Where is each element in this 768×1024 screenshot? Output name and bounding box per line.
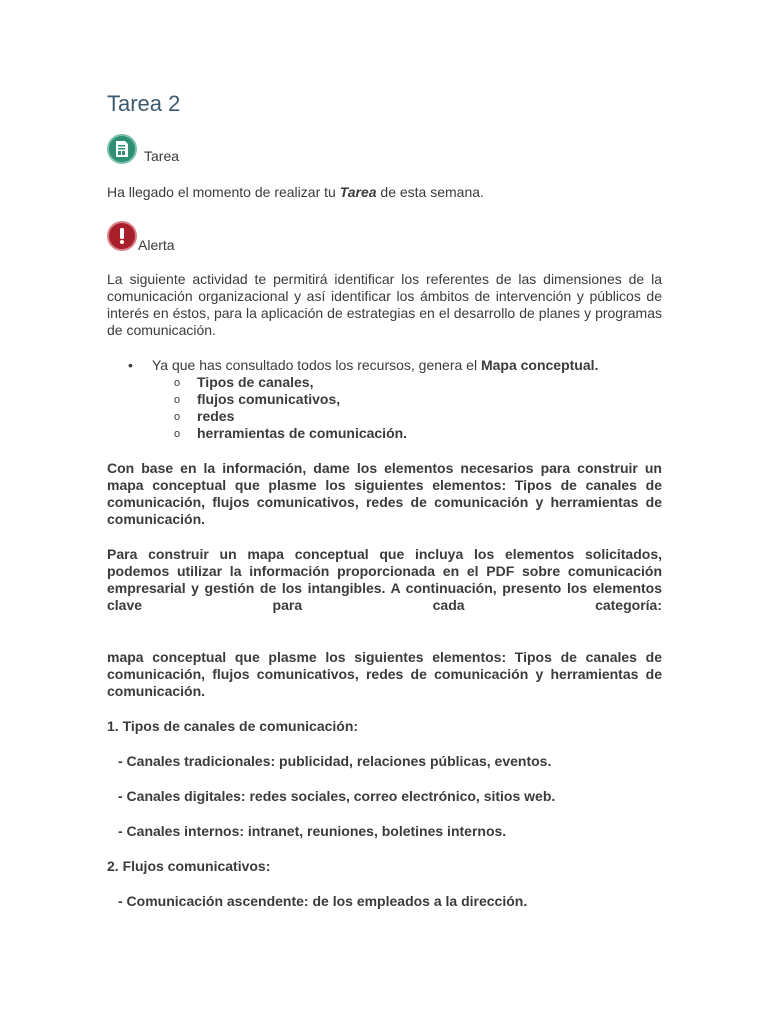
- sub-item: o flujos comunicativos,: [107, 391, 662, 408]
- sub-item: o herramientas de comunicación.: [107, 425, 662, 442]
- intro-emphasis: Tarea: [339, 184, 377, 200]
- section1-heading: 1. Tipos de canales de comunicación:: [107, 718, 359, 734]
- question-paragraph: Con base en la información, dame los elementos necesarios para construir un mapa conceptual que plasme los siguientes elementos: Tipos de canales de comunicación, flujos comunicativos, redes de comunicación y herramientas de comunicación.: [107, 460, 662, 527]
- tarea-badge: [107, 134, 662, 164]
- answer-intro-paragraph: Para construir un mapa conceptual que incluya los elementos solicitados, podemos utilizar la información proporcionada en el PDF sobre comunicación empresarial y gestión de los intangibles. A continuación, presento los elementos clave para cada categoría:: [107, 546, 662, 613]
- activity-paragraph: La siguiente actividad te permitirá identificar los referentes de las dimensiones de la comunicación organizacional y así identificar los ámbitos de intervención y públicos de interés en éstos, para la aplicación de estrategias en el desarrollo de planes y programas de comunicación.: [107, 271, 662, 338]
- alert-label: Alerta: [138, 237, 175, 253]
- document-icon: [107, 134, 137, 164]
- sub-item: o Tipos de canales,: [107, 374, 662, 391]
- intro-text-before: Ha llegado el momento de realizar tu: [107, 184, 340, 200]
- sub-list: [152, 374, 662, 442]
- section2-item: - Comunicación ascendente: de los empleados a la dirección.: [118, 893, 528, 909]
- task-list: [107, 357, 662, 442]
- bullet-text: Ya que has consultado todos los recursos, genera el: [152, 357, 481, 373]
- bullet-bold: Mapa conceptual.: [480, 357, 599, 373]
- section1-item: - Canales tradicionales: publicidad, relaciones públicas, eventos.: [118, 753, 552, 769]
- intro-paragraph: [107, 184, 662, 201]
- page-title: Tarea 2: [107, 91, 181, 116]
- sub-item: o redes: [107, 408, 662, 425]
- list-item: [107, 357, 662, 442]
- tarea-label: Tarea: [144, 148, 180, 164]
- alert-badge: [107, 221, 662, 251]
- exclamation-icon: [107, 221, 137, 251]
- section2-heading: 2. Flujos comunicativos:: [107, 858, 271, 874]
- restated-paragraph: mapa conceptual que plasme los siguientes elementos: Tipos de canales de comunicación, flujos comunicativos, redes de comunicación y herramientas de comunicación.: [107, 649, 662, 699]
- section1-item: - Canales digitales: redes sociales, correo electrónico, sitios web.: [118, 788, 556, 804]
- section1-item: - Canales internos: intranet, reuniones, boletines internos.: [118, 823, 507, 839]
- document-page: [107, 90, 662, 910]
- intro-text-after: de esta semana.: [376, 184, 484, 200]
